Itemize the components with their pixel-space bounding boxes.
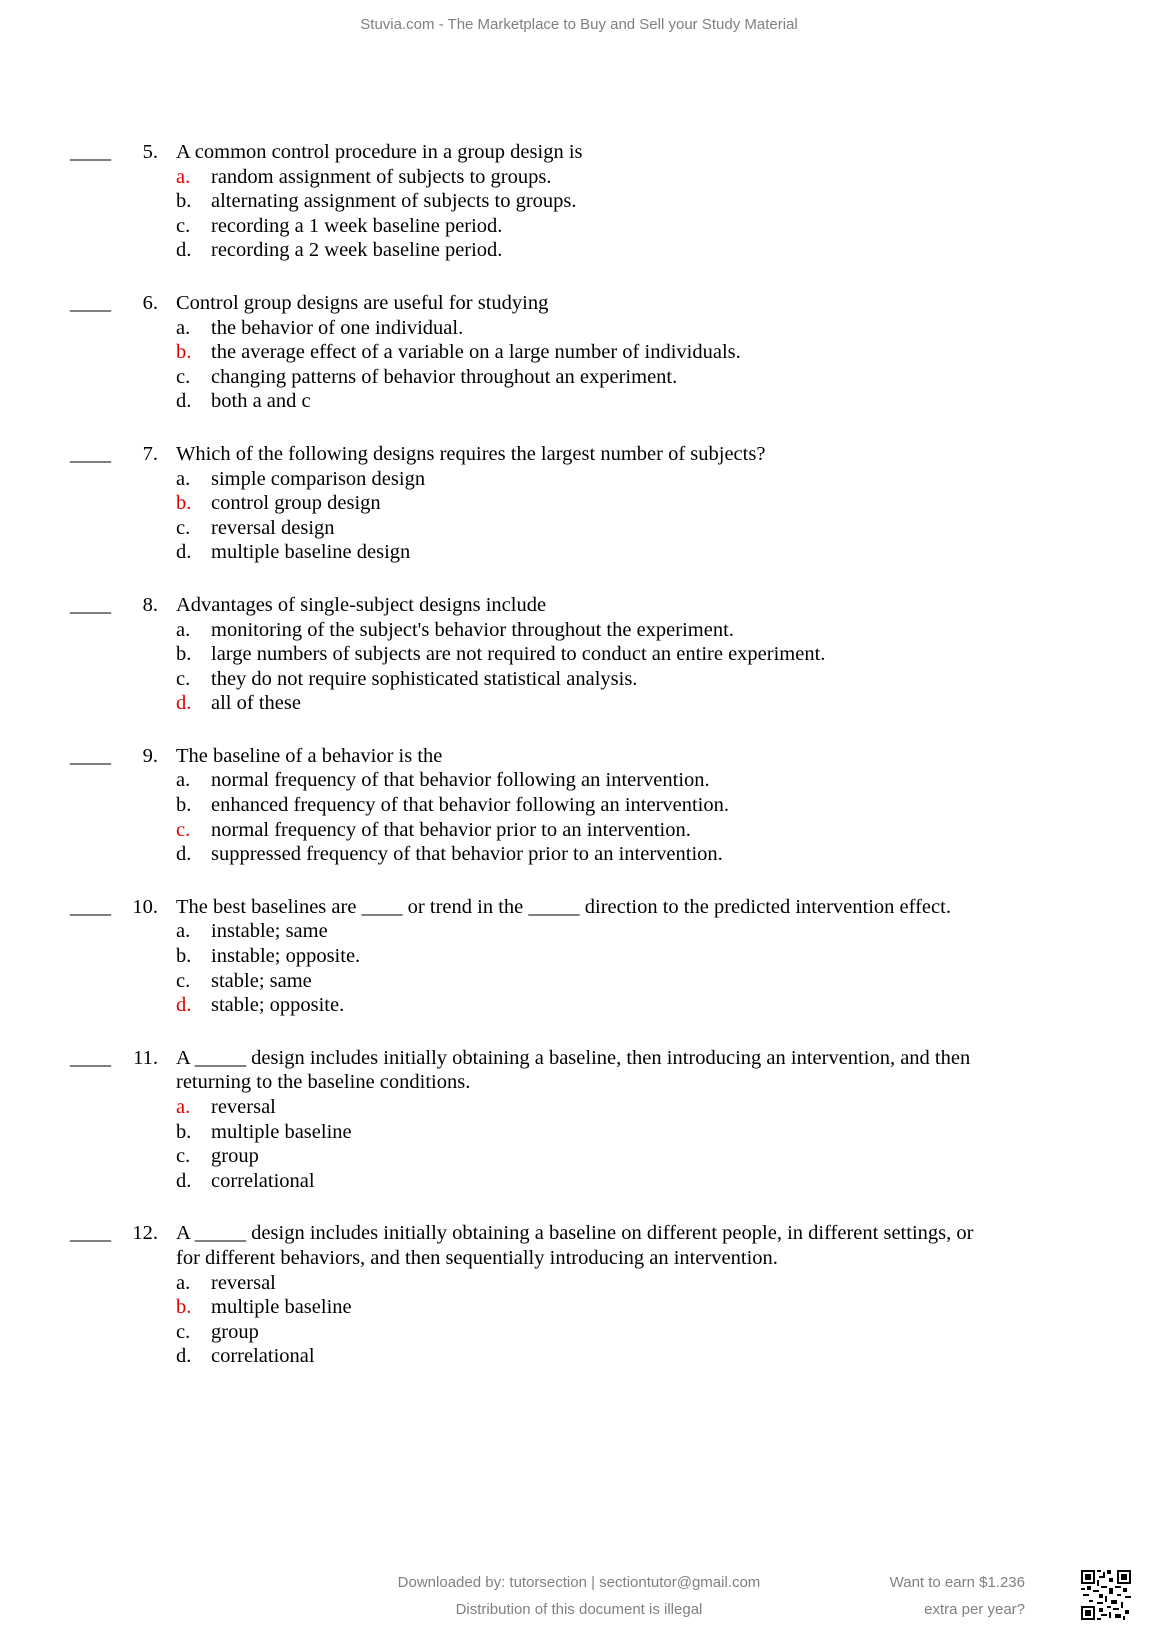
option-letter-correct: a. bbox=[176, 165, 191, 188]
earn-line-1: Want to earn $1.236 bbox=[889, 1574, 1025, 1591]
page-header: Stuvia.com - The Marketplace to Buy and Sell your Study Material bbox=[360, 16, 798, 33]
answer-option bbox=[0, 365, 1158, 390]
question-stem-line bbox=[0, 744, 1158, 769]
option-text: recording a 2 week baseline period. bbox=[211, 239, 503, 262]
qr-code-icon[interactable] bbox=[1081, 1570, 1131, 1620]
question-stem-continuation bbox=[0, 1070, 1158, 1095]
option-text: group bbox=[211, 1145, 259, 1168]
answer-option bbox=[0, 667, 1158, 692]
answer-option bbox=[0, 389, 1158, 414]
option-letter: a. bbox=[176, 1271, 191, 1294]
option-text: correlational bbox=[211, 1345, 315, 1368]
option-letter-correct: c. bbox=[176, 818, 191, 841]
option-letter: d. bbox=[176, 1169, 192, 1192]
option-text: stable; same bbox=[211, 969, 312, 992]
answer-option bbox=[0, 316, 1158, 341]
answer-option bbox=[0, 1120, 1158, 1145]
question-text: returning to the baseline conditions. bbox=[176, 1071, 471, 1094]
option-text: group bbox=[211, 1320, 259, 1343]
option-letter: a. bbox=[176, 316, 191, 339]
option-text: both a and c bbox=[211, 390, 311, 413]
answer-option bbox=[0, 1144, 1158, 1169]
question-item bbox=[0, 140, 1158, 263]
option-letter: b. bbox=[176, 190, 192, 213]
question-text: A common control procedure in a group design is bbox=[176, 141, 583, 163]
question-text: The best baselines are ____ or trend in the _____ direction to the predicted intervention effect. bbox=[176, 895, 951, 918]
question-text: The baseline of a behavior is the bbox=[176, 744, 443, 767]
answer-option bbox=[0, 1295, 1158, 1320]
answer-blank[interactable]: ____ bbox=[70, 291, 111, 314]
downloaded-by-text: Downloaded by: tutorsection | sectiontutor@gmail.com bbox=[397, 1574, 761, 1591]
option-text: multiple baseline design bbox=[211, 541, 411, 564]
answer-blank[interactable]: ____ bbox=[70, 141, 111, 163]
option-letter-correct: b. bbox=[176, 492, 192, 515]
option-letter: c. bbox=[176, 365, 191, 388]
option-text: normal frequency of that behavior following an intervention. bbox=[211, 769, 710, 792]
option-text: correlational bbox=[211, 1169, 315, 1192]
option-letter: a. bbox=[176, 467, 191, 490]
question-stem-line bbox=[0, 1221, 1158, 1246]
option-text: reversal bbox=[211, 1271, 276, 1294]
option-letter: b. bbox=[176, 945, 192, 968]
question-text: A _____ design includes initially obtaining a baseline on different people, in different settings, or bbox=[176, 1222, 974, 1245]
question-stem-line bbox=[0, 442, 1158, 467]
option-letter-correct: a. bbox=[176, 1096, 191, 1118]
question-number: 8. bbox=[142, 593, 158, 616]
question-stem-continuation bbox=[0, 1246, 1158, 1271]
option-text: the average effect of a variable on a large number of individuals. bbox=[211, 341, 741, 364]
option-letter-correct: d. bbox=[176, 692, 192, 715]
question-item bbox=[0, 1221, 1158, 1369]
answer-option bbox=[0, 919, 1158, 944]
answer-option bbox=[0, 214, 1158, 239]
answer-blank[interactable]: ____ bbox=[70, 744, 111, 767]
answer-option bbox=[0, 540, 1158, 565]
question-number: 5. bbox=[142, 141, 158, 163]
question-stem-line bbox=[0, 895, 1158, 920]
answer-option bbox=[0, 189, 1158, 214]
footer-earn-promo[interactable] bbox=[890, 1573, 1025, 1627]
option-text: suppressed frequency of that behavior prior to an intervention. bbox=[211, 843, 723, 866]
question-text: A _____ design includes initially obtaining a baseline, then introducing an intervention, and then bbox=[176, 1046, 971, 1069]
option-text: large numbers of subjects are not required to conduct an entire experiment. bbox=[211, 643, 826, 666]
answer-option bbox=[0, 1095, 1158, 1120]
question-item bbox=[0, 1046, 1158, 1194]
option-text: simple comparison design bbox=[211, 467, 426, 490]
option-text: enhanced frequency of that behavior following an intervention. bbox=[211, 794, 730, 817]
answer-option bbox=[0, 842, 1158, 867]
option-letter: c. bbox=[176, 667, 191, 690]
answer-option bbox=[0, 618, 1158, 643]
option-letter-correct: b. bbox=[176, 341, 192, 364]
question-text: for different behaviors, and then sequentially introducing an intervention. bbox=[176, 1246, 778, 1269]
option-text: control group design bbox=[211, 492, 381, 515]
answer-option bbox=[0, 944, 1158, 969]
option-text: all of these bbox=[211, 692, 301, 715]
option-letter: c. bbox=[176, 516, 191, 539]
question-number: 11. bbox=[133, 1046, 158, 1069]
question-number: 10. bbox=[132, 895, 158, 918]
option-letter: a. bbox=[176, 769, 191, 792]
option-letter: d. bbox=[176, 843, 192, 866]
option-letter: c. bbox=[176, 969, 191, 992]
answer-option bbox=[0, 1344, 1158, 1369]
answer-blank[interactable]: ____ bbox=[70, 593, 111, 616]
option-letter: a. bbox=[176, 618, 191, 641]
question-item bbox=[0, 291, 1158, 414]
question-stem-line bbox=[0, 291, 1158, 316]
question-text: Control group designs are useful for studying bbox=[176, 291, 549, 314]
option-letter: b. bbox=[176, 1120, 192, 1143]
earn-line-2: extra per year? bbox=[924, 1601, 1025, 1618]
question-stem-line bbox=[0, 140, 1158, 165]
option-text: monitoring of the subject's behavior throughout the experiment. bbox=[211, 618, 734, 641]
answer-option bbox=[0, 1271, 1158, 1296]
answer-option bbox=[0, 818, 1158, 843]
answer-option bbox=[0, 691, 1158, 716]
option-letter: c. bbox=[176, 214, 191, 237]
option-letter: d. bbox=[176, 390, 192, 413]
answer-blank[interactable]: ____ bbox=[70, 442, 111, 465]
answer-option bbox=[0, 340, 1158, 365]
distribution-notice: Distribution of this document is illegal bbox=[455, 1601, 703, 1618]
question-item bbox=[0, 593, 1158, 716]
option-text: reversal design bbox=[211, 516, 335, 539]
option-text: alternating assignment of subjects to groups. bbox=[211, 190, 577, 213]
option-text: instable; opposite. bbox=[211, 945, 361, 968]
question-number: 7. bbox=[142, 442, 158, 465]
option-letter: d. bbox=[176, 541, 192, 564]
question-text: Which of the following designs requires the largest number of subjects? bbox=[176, 442, 766, 465]
option-letter: d. bbox=[176, 239, 192, 262]
option-text: stable; opposite. bbox=[211, 994, 345, 1017]
option-letter-correct: d. bbox=[176, 994, 192, 1017]
option-text: random assignment of subjects to groups. bbox=[211, 165, 552, 188]
option-letter: b. bbox=[176, 794, 192, 817]
question-text: Advantages of single-subject designs include bbox=[176, 593, 547, 616]
answer-option bbox=[0, 1320, 1158, 1345]
option-text: the behavior of one individual. bbox=[211, 316, 464, 339]
answer-option bbox=[0, 165, 1158, 190]
question-number: 12. bbox=[132, 1222, 158, 1245]
answer-option bbox=[0, 467, 1158, 492]
option-text: normal frequency of that behavior prior to an intervention. bbox=[211, 818, 691, 841]
option-text: multiple baseline bbox=[211, 1296, 352, 1319]
option-letter-correct: b. bbox=[176, 1296, 192, 1319]
option-text: instable; same bbox=[211, 920, 328, 943]
answer-option bbox=[0, 969, 1158, 994]
option-letter: c. bbox=[176, 1320, 191, 1343]
answer-option bbox=[0, 1169, 1158, 1194]
option-text: they do not require sophisticated statistical analysis. bbox=[211, 667, 638, 690]
option-text: multiple baseline bbox=[211, 1120, 352, 1143]
question-number: 9. bbox=[142, 744, 158, 767]
question-item bbox=[0, 895, 1158, 1018]
answer-blank[interactable]: ____ bbox=[70, 1222, 111, 1245]
question-stem-line bbox=[0, 593, 1158, 618]
answer-option bbox=[0, 238, 1158, 263]
option-letter: a. bbox=[176, 920, 191, 943]
option-letter: b. bbox=[176, 643, 192, 666]
answer-option bbox=[0, 491, 1158, 516]
answer-option bbox=[0, 516, 1158, 541]
option-letter: d. bbox=[176, 1345, 192, 1368]
option-letter: c. bbox=[176, 1145, 191, 1168]
answer-option bbox=[0, 768, 1158, 793]
option-text: reversal bbox=[211, 1096, 276, 1118]
answer-option bbox=[0, 793, 1158, 818]
question-list bbox=[0, 140, 1158, 1397]
question-stem-line bbox=[0, 1046, 1158, 1071]
question-item bbox=[0, 442, 1158, 565]
question-number: 6. bbox=[142, 291, 158, 314]
answer-option bbox=[0, 642, 1158, 667]
answer-option bbox=[0, 993, 1158, 1018]
option-text: changing patterns of behavior throughout an experiment. bbox=[211, 365, 678, 388]
question-item bbox=[0, 744, 1158, 867]
answer-blank[interactable]: ____ bbox=[70, 1046, 111, 1069]
answer-blank[interactable]: ____ bbox=[70, 895, 111, 918]
option-text: recording a 1 week baseline period. bbox=[211, 214, 503, 237]
